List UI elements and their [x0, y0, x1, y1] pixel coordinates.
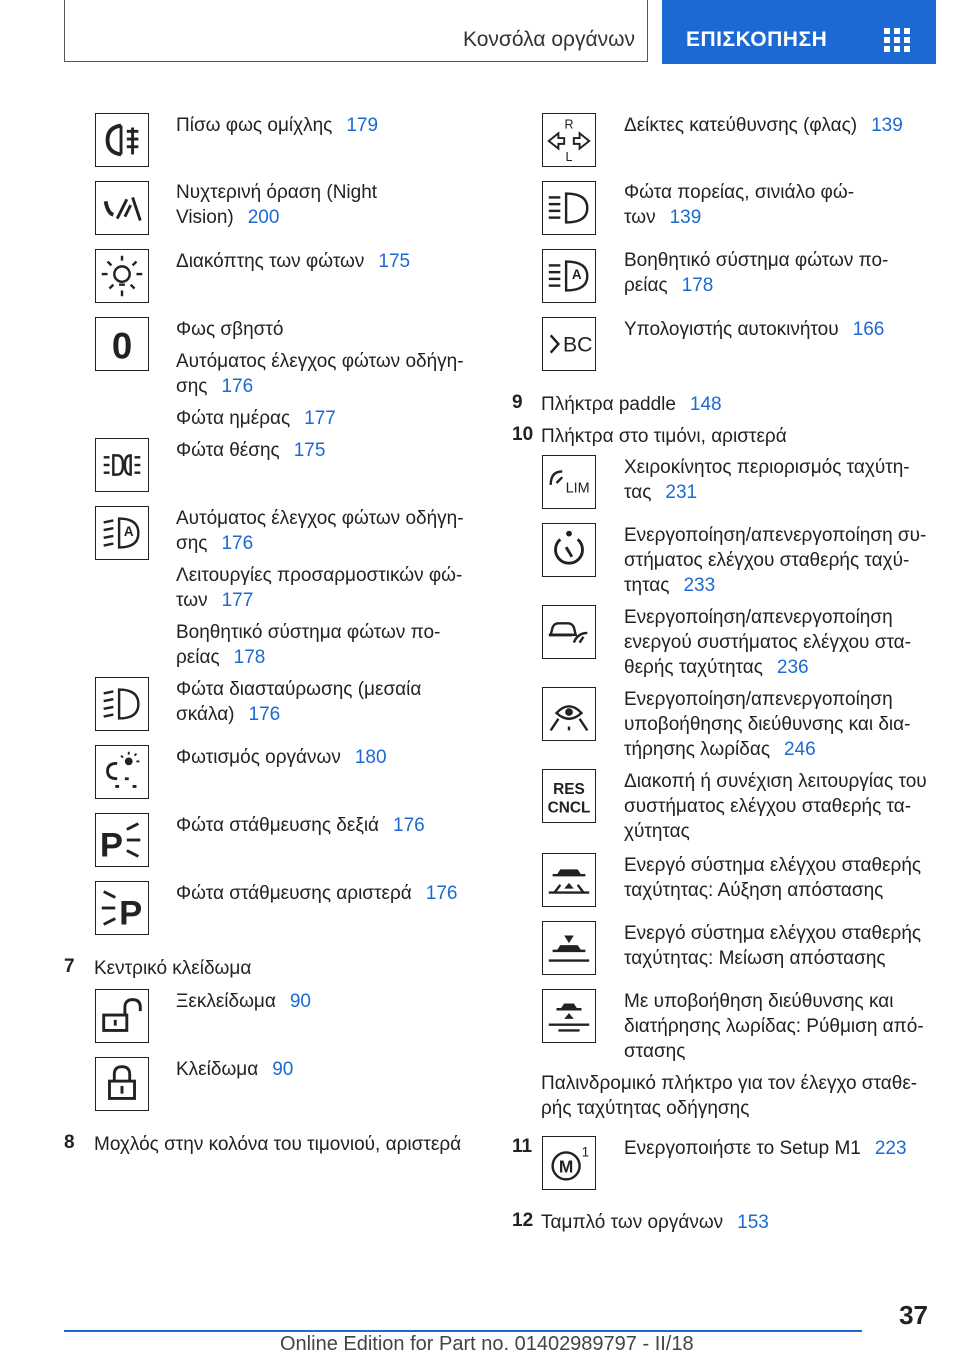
parking-lights-icon — [95, 438, 149, 492]
low-beam-icon — [95, 677, 149, 731]
page-ref[interactable]: 179 — [346, 115, 379, 136]
page-ref[interactable]: 231 — [665, 482, 698, 503]
page-ref[interactable]: 176 — [425, 883, 458, 904]
page-ref[interactable]: 223 — [874, 1138, 907, 1159]
page-ref[interactable]: 148 — [689, 394, 722, 415]
svg-text:M: M — [558, 1156, 574, 1177]
footer-divider — [64, 1330, 862, 1332]
entry-parking-lights: Φώτα θέσης 175 — [176, 440, 326, 461]
entry-high-beam: Φώτα πορείας, σινιάλο φώ- των 139 — [624, 182, 855, 228]
page-ref[interactable]: 236 — [776, 657, 809, 678]
page-ref[interactable]: 177 — [221, 590, 254, 611]
entry-high-beam-assist: Βοηθητικό σύστημα φώτων πο- ρείας 178 — [624, 250, 889, 296]
svg-text:0: 0 — [111, 325, 133, 367]
svg-text:P: P — [99, 826, 123, 865]
page-ref[interactable]: 153 — [737, 1212, 769, 1233]
page-ref[interactable]: 176 — [221, 376, 254, 397]
steering-lever-heading: Μοχλός στην κολόνα του τιμονιού, αριστερά — [94, 1134, 462, 1155]
item-number: 9 — [512, 392, 523, 413]
section-title: ΕΠΙΣΚΟΠΗΣΗ — [686, 28, 828, 51]
page-ref[interactable]: 178 — [233, 647, 266, 668]
night-vision-icon — [95, 181, 149, 235]
entry-lane-distance: Με υποβοήθηση διεύθυνσης και διατήρησης λωρίδας: Ρύθμιση από- στασης — [624, 991, 924, 1062]
entry-board-computer: Υπολογιστής αυτοκινήτου 166 — [624, 319, 885, 340]
entry-auto-headlight: Αυτόματος έλεγχος φώτων οδήγη- σης 176 Λειτουργίες προσαρμοστικών φώ- των 177 Βοηθητικό σύστημα φώτων πο- ρείας 178 — [176, 508, 464, 668]
entry-speed-limiter: Χειροκίνητος περιορισμός ταχύτη- τας 231 — [624, 457, 910, 503]
lock-icon — [95, 1057, 149, 1111]
svg-text:A: A — [123, 523, 134, 539]
instrument-lighting-icon — [95, 745, 149, 799]
page-ref[interactable]: 166 — [852, 319, 885, 340]
edition-note: Online Edition for Part no. 01402989797 - II/18 — [280, 1333, 694, 1355]
header-chapter-box — [64, 0, 648, 62]
page-ref[interactable]: 246 — [783, 739, 816, 760]
entry-lane-assist: Ενεργοποίηση/απενεργοποίηση υποβοήθησης διεύθυνσης και δια- τήρησης λωρίδας 246 — [624, 689, 911, 760]
svg-text:BC: BC — [562, 333, 593, 357]
central-locking-heading: Κεντρικό κλείδωμα — [94, 958, 252, 979]
item-number: 10 — [512, 424, 534, 445]
entry-parking-right: Φώτα στάθμευσης δεξιά 176 — [176, 815, 425, 836]
distance-increase-icon — [542, 853, 596, 907]
distance-decrease-icon — [542, 921, 596, 975]
rocker-switch-note: Παλινδρομικό πλήκτρο για τον έλεγχο σταθε- ρής ταχύτητας οδήγησης — [541, 1073, 918, 1119]
steering-buttons-heading: Πλήκτρα στο τιμόνι, αριστερά — [541, 426, 787, 447]
page-ref[interactable]: 175 — [378, 251, 411, 272]
svg-text:CNCL: CNCL — [547, 799, 591, 817]
page-ref[interactable]: 139 — [669, 207, 702, 228]
svg-text:1: 1 — [581, 1144, 590, 1160]
grid-icon — [884, 28, 914, 52]
header-section-box — [662, 0, 936, 64]
parking-light-left-icon — [95, 881, 149, 935]
unlock-icon — [95, 989, 149, 1043]
item-number: 12 — [512, 1210, 534, 1231]
svg-text:LIM: LIM — [565, 480, 590, 497]
entry-lock: Κλείδωμα 90 — [176, 1059, 294, 1080]
entry-instrument-lighting: Φωτισμός οργάνων 180 — [176, 747, 387, 768]
turn-signal-icon — [542, 113, 596, 167]
rear-fog-light-icon — [95, 113, 149, 167]
speed-limiter-icon — [542, 455, 596, 509]
page-number: 37 — [899, 1300, 928, 1330]
page-ref[interactable]: 180 — [354, 747, 387, 768]
entry-res-cncl: Διακοπή ή συνέχιση λειτουργίας του συστήματος ελέγχου σταθερής τα- χύτητας — [624, 771, 927, 842]
page-ref[interactable]: 90 — [289, 991, 311, 1012]
entry-parking-left: Φώτα στάθμευσης αριστερά 176 — [176, 883, 458, 904]
svg-text:P: P — [119, 894, 143, 933]
page-ref[interactable]: 177 — [304, 408, 336, 429]
paddle-heading: Πλήκτρα paddle 148 — [541, 394, 722, 415]
lane-assist-icon — [542, 687, 596, 741]
entry-light-switch: Διακόπτης των φώτων 175 — [176, 251, 411, 272]
entry-m1-setup: Ενεργοποιήστε το Setup M1 223 — [624, 1138, 907, 1159]
page-ref[interactable]: 176 — [221, 533, 254, 554]
page-ref[interactable]: 176 — [248, 704, 281, 725]
cruise-control-icon — [542, 523, 596, 577]
page-ref[interactable]: 90 — [272, 1059, 294, 1080]
page-header — [64, 0, 936, 64]
entry-rear-fog: Πίσω φως ομίχλης 179 — [176, 115, 379, 136]
lane-distance-icon — [542, 989, 596, 1043]
entry-night-vision: Νυχτερινή όραση (Night Vision) 200 — [176, 182, 378, 228]
res-cncl-icon — [542, 769, 596, 823]
auto-headlight-icon — [95, 506, 149, 560]
m1-setup-icon — [542, 1136, 596, 1190]
high-beam-assist-icon — [542, 249, 596, 303]
entry-low-beam: Φώτα διασταύρωσης (μεσαία σκάλα) 176 — [176, 679, 422, 725]
svg-text:A: A — [571, 266, 582, 282]
chapter-title: Κονσόλα οργάνων — [463, 28, 635, 51]
page-ref[interactable]: 176 — [393, 815, 425, 836]
entry-cruise-control: Ενεργοποίηση/απενεργοποίηση συ- στήματος ελέγχου σταθερής ταχύ- τητας 233 — [624, 525, 927, 596]
entry-unlock: Ξεκλείδωμα 90 — [176, 991, 311, 1012]
entry-distance-increase: Ενεργό σύστημα ελέγχου σταθερής ταχύτητας: Αύξηση απόστασης — [624, 855, 922, 901]
entry-active-cruise: Ενεργοποίηση/απενεργοποίηση ενεργού συστήματος ελέγχου στα- θερής ταχύτητας 236 — [624, 607, 911, 678]
page-ref[interactable]: 139 — [871, 115, 903, 136]
instrument-cluster-heading: Ταμπλό των οργάνων 153 — [541, 1212, 769, 1233]
page-ref[interactable]: 200 — [247, 207, 280, 228]
item-number: 7 — [64, 956, 75, 977]
page-ref[interactable]: 175 — [293, 440, 326, 461]
item-number: 8 — [64, 1132, 75, 1153]
lights-off-icon — [95, 317, 149, 371]
parking-light-right-icon — [95, 813, 149, 867]
high-beam-icon — [542, 181, 596, 235]
entry-turn-signal: Δείκτες κατεύθυνσης (φλας) 139 — [624, 115, 903, 136]
svg-text:L: L — [565, 150, 573, 165]
page-ref[interactable]: 233 — [683, 575, 716, 596]
light-switch-icon — [95, 249, 149, 303]
board-computer-icon — [542, 317, 596, 371]
entry-distance-decrease: Ενεργό σύστημα ελέγχου σταθερής ταχύτητας: Μείωση απόστασης — [624, 923, 922, 969]
item-number: 11 — [512, 1136, 533, 1157]
page-ref[interactable]: 178 — [681, 275, 714, 296]
svg-text:R: R — [564, 117, 574, 132]
svg-text:RES: RES — [553, 781, 585, 799]
active-cruise-control-icon — [542, 605, 596, 659]
entry-lights-off: Φως σβηστό Αυτόματος έλεγχος φώτων οδήγη- σης 176 Φώτα ημέρας 177 — [176, 319, 464, 429]
